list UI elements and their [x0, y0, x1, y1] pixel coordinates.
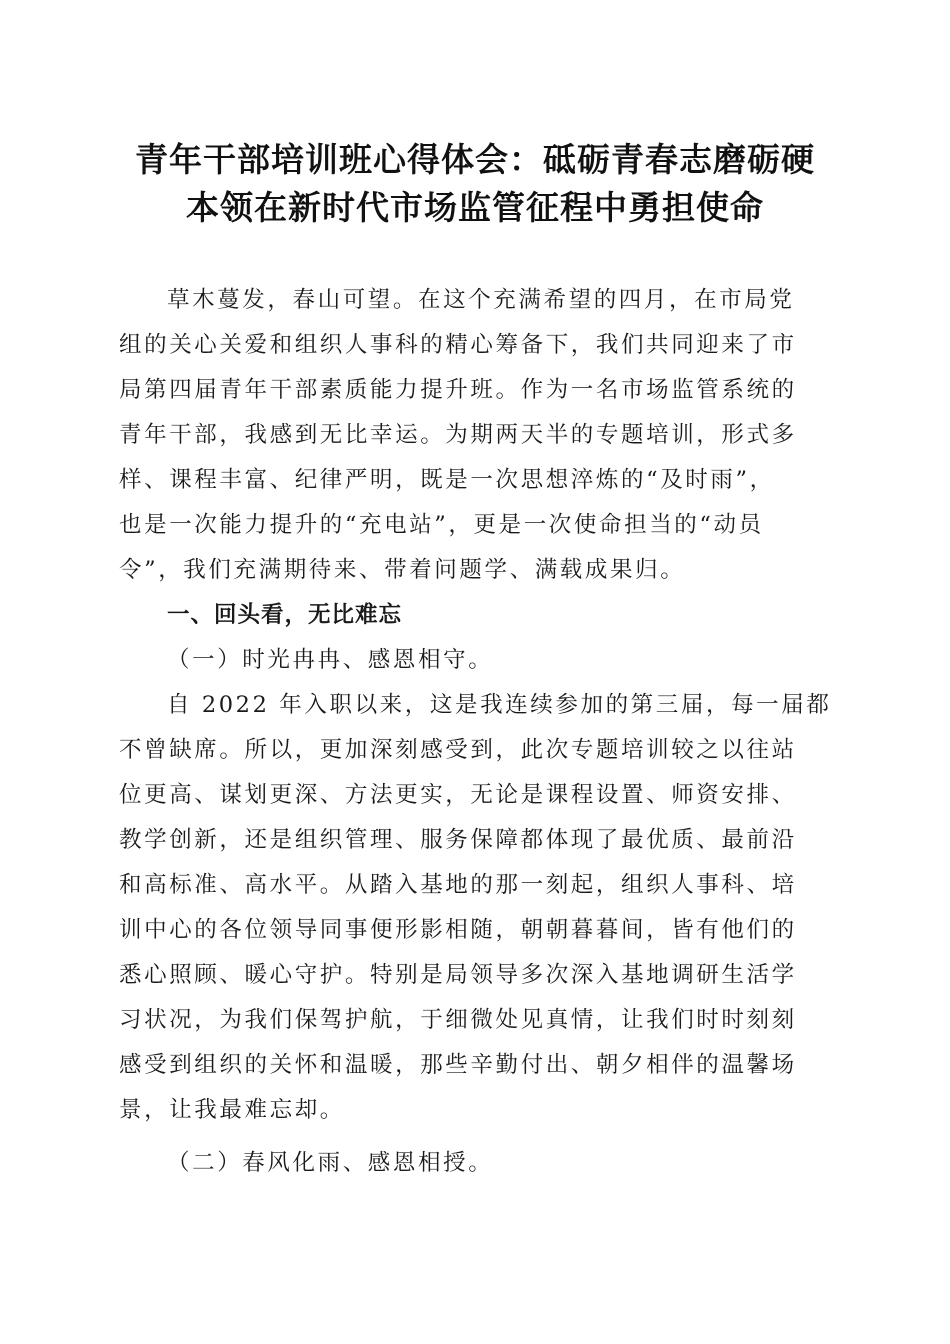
body-line: 和高标准、高水平。从踏入基地的那一刻起，组织人事科、培: [119, 872, 797, 898]
intro-line: 青年干部，我感到无比幸运。为期两天半的专题培训，形式多: [119, 422, 797, 448]
intro-paragraph: [119, 278, 831, 593]
subsection-heading-1: （一）时光冉冉、感恩相守。: [167, 647, 494, 673]
title-line: 本领在新时代市场监管征程中勇担使命: [186, 188, 764, 227]
intro-line: 样、课程丰富、纪律严明，既是一次思想淬炼的“及时雨”，: [119, 467, 775, 493]
body-line: 训中心的各位领导同事便形影相随，朝朝暮暮间，皆有他们的: [119, 917, 797, 943]
document-title: [100, 136, 850, 232]
subsection-heading-2: （二）春风化雨、感恩相授。: [167, 1150, 494, 1176]
body-line: 悉心照顾、暖心守护。特别是局领导多次深入基地调研生活学: [119, 962, 797, 988]
intro-line: 局第四届青年干部素质能力提升班。作为一名市场监管系统的: [119, 377, 797, 403]
body-line: 感受到组织的关怀和温暖，那些辛勤付出、朝夕相伴的温馨场: [119, 1052, 797, 1078]
body-line: 位更高、谋划更深、方法更实，无论是课程设置、师资安排、: [119, 782, 797, 808]
document-body: [119, 278, 831, 1186]
intro-line: 组的关心关爱和组织人事科的精心筹备下，我们共同迎来了市: [119, 332, 797, 358]
subsection-1-paragraph: [119, 683, 831, 1133]
body-line: 自 2022 年入职以来，这是我连续参加的第三届，每一届都: [167, 692, 831, 718]
body-line: 不曾缺席。所以，更加深刻感受到，此次专题培训较之以往站: [119, 737, 797, 763]
body-line: 教学创新，还是组织管理、服务保障都体现了最优质、最前沿: [119, 827, 797, 853]
intro-line: 草木蔓发，春山可望。在这个充满希望的四月，在市局党: [167, 287, 795, 313]
title-line: 青年干部培训班心得体会：砥砺青春志磨砺硬: [135, 140, 815, 179]
body-line: 习状况，为我们保驾护航，于细微处见真情，让我们时时刻刻: [119, 1007, 797, 1033]
intro-line: 也是一次能力提升的“充电站”，更是一次使命担当的“动员: [119, 512, 764, 538]
section-heading-1: 一、回头看，无比难忘: [167, 602, 403, 628]
intro-line: 令”，我们充满期待来、带着问题学、满载成果归。: [119, 557, 686, 583]
body-line: 景，让我最难忘却。: [119, 1097, 345, 1123]
